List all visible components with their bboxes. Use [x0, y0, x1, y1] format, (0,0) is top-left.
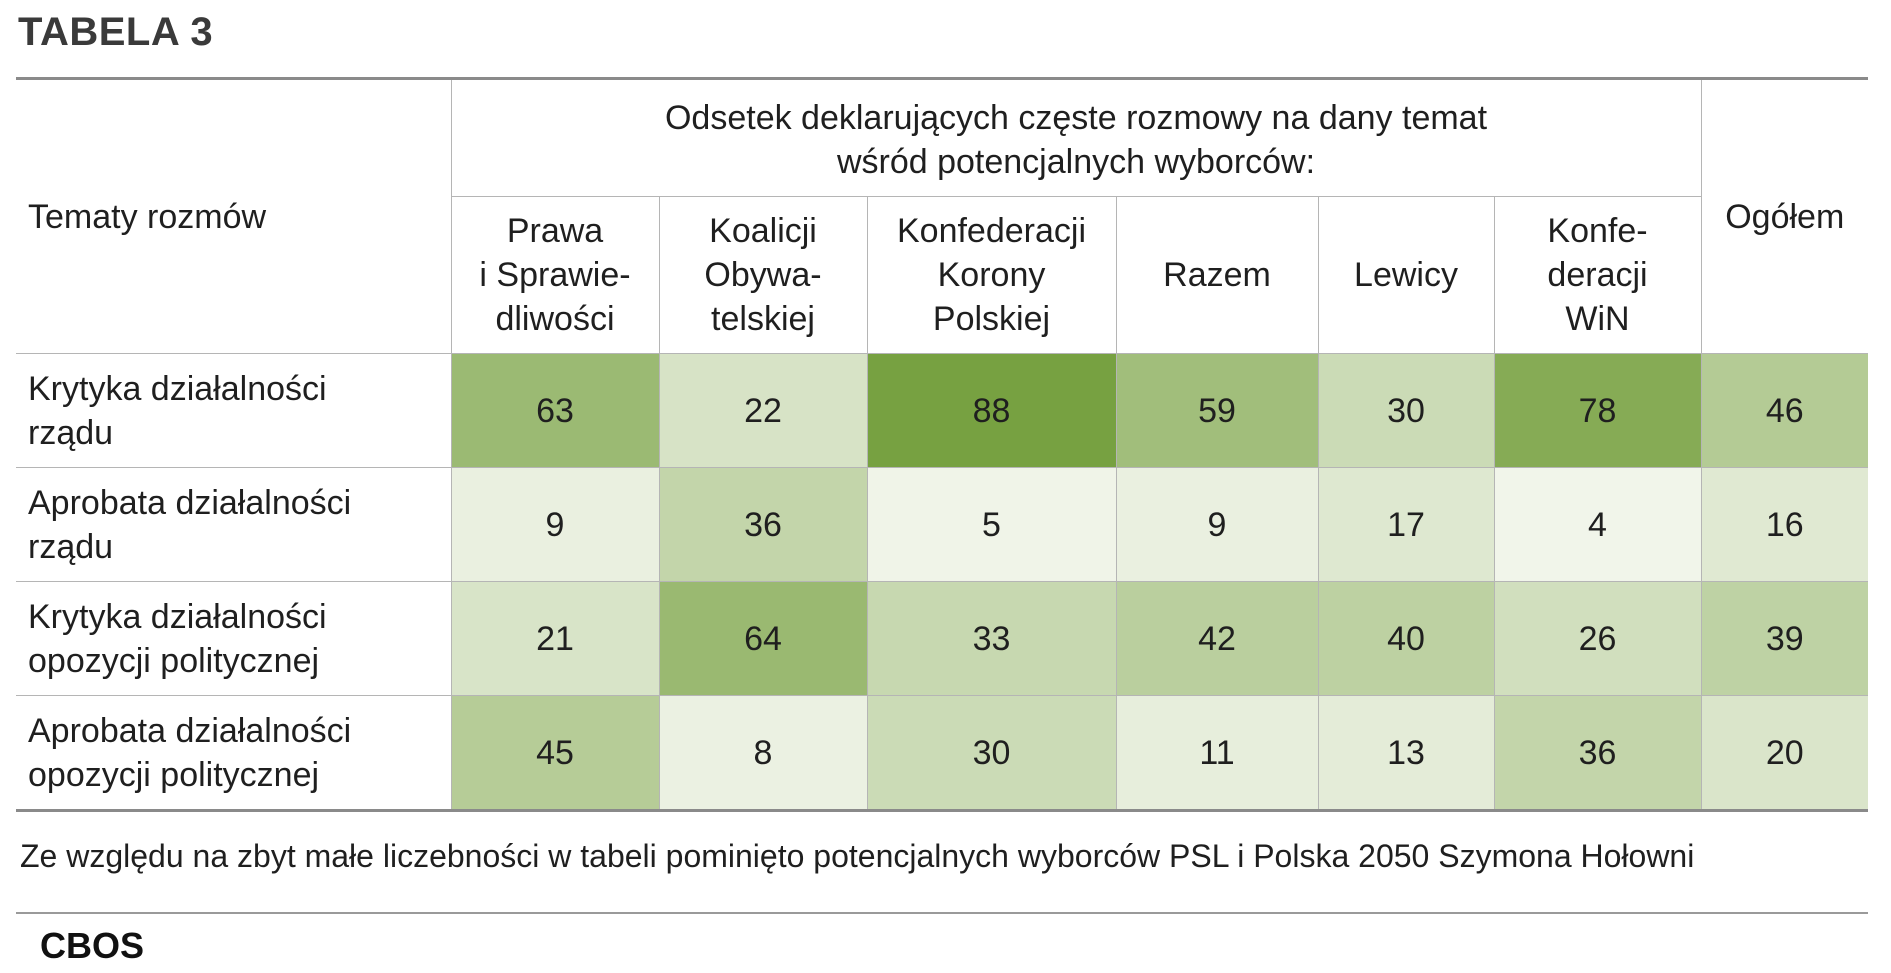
- party-header-line: Razem: [1163, 256, 1271, 294]
- value-cell: 26: [1494, 582, 1701, 696]
- table-row: [16, 696, 1868, 811]
- party-header-line: Polskiej: [932, 300, 1051, 338]
- party-header-line: deracji: [1547, 256, 1648, 294]
- value-cell: 42: [1116, 582, 1318, 696]
- party-header-line: telskiej: [711, 300, 815, 338]
- value-cell: 64: [659, 582, 867, 696]
- table-title: TABELA 3: [18, 10, 214, 54]
- table-row: [16, 468, 1868, 582]
- column-header-party: [1318, 197, 1494, 354]
- row-label-line: Aprobata działalności: [28, 711, 352, 750]
- value-cell: 30: [867, 696, 1116, 811]
- column-header-party: [1494, 197, 1701, 354]
- party-header-line: Konfederacji: [896, 212, 1086, 250]
- value-cell: 36: [659, 468, 867, 582]
- row-label-line: rządu: [28, 413, 114, 452]
- data-table-container: [16, 77, 1868, 812]
- row-label: [16, 468, 451, 582]
- value-cell: 22: [659, 354, 867, 468]
- value-cell: 33: [867, 582, 1116, 696]
- value-cell: 9: [1116, 468, 1318, 582]
- value-cell: 5: [867, 468, 1116, 582]
- column-header-party: [659, 197, 867, 354]
- party-header-line: Koalicji: [709, 212, 817, 250]
- row-label: [16, 696, 451, 811]
- table-row: [16, 582, 1868, 696]
- value-cell: 17: [1318, 468, 1494, 582]
- party-header-line: dliwości: [495, 300, 615, 338]
- source-label: CBOS: [40, 925, 145, 966]
- party-header-line: WiN: [1565, 300, 1630, 338]
- value-cell: 45: [451, 696, 659, 811]
- row-label-line: Krytyka działalności: [28, 369, 327, 408]
- party-header-line: i Sprawie-: [479, 256, 631, 294]
- table-row: [16, 354, 1868, 468]
- value-cell: 21: [451, 582, 659, 696]
- row-label: [16, 582, 451, 696]
- value-cell: 9: [451, 468, 659, 582]
- value-cell: 36: [1494, 696, 1701, 811]
- value-cell: 13: [1318, 696, 1494, 811]
- total-cell: 46: [1701, 354, 1868, 468]
- total-cell: 20: [1701, 696, 1868, 811]
- party-header-line: Lewicy: [1354, 256, 1458, 294]
- party-header-line: Prawa: [506, 212, 604, 250]
- row-label-line: Krytyka działalności: [28, 597, 327, 636]
- footnote: Ze względu na zbyt małe liczebności w tabeli pominięto potencjalnych wyborców PSL i Polska 2050 Szymona Hołowni: [20, 838, 1695, 874]
- value-cell: 8: [659, 696, 867, 811]
- value-cell: 4: [1494, 468, 1701, 582]
- data-table: [16, 77, 1868, 812]
- value-cell: 78: [1494, 354, 1701, 468]
- total-cell: 16: [1701, 468, 1868, 582]
- total-cell: 39: [1701, 582, 1868, 696]
- column-header-party: [867, 197, 1116, 354]
- divider: [16, 912, 1868, 914]
- column-header-group: [451, 79, 1701, 197]
- value-cell: 40: [1318, 582, 1494, 696]
- value-cell: 63: [451, 354, 659, 468]
- column-header-party: [1116, 197, 1318, 354]
- column-header-total: Ogółem: [1701, 79, 1868, 354]
- group-header-line: Odsetek deklarujących częste rozmowy na dany temat: [664, 99, 1488, 137]
- party-header-line: Korony: [937, 256, 1046, 294]
- party-header-line: Konfe-: [1547, 212, 1648, 250]
- row-label-line: rządu: [28, 527, 114, 566]
- row-label-line: opozycji politycznej: [28, 755, 320, 794]
- value-cell: 30: [1318, 354, 1494, 468]
- value-cell: 88: [867, 354, 1116, 468]
- row-label-line: opozycji politycznej: [28, 641, 320, 680]
- header-row-top: [16, 79, 1868, 197]
- column-header-topics: Tematy rozmów: [16, 79, 451, 354]
- value-cell: 11: [1116, 696, 1318, 811]
- group-header-line: wśród potencjalnych wyborców:: [836, 143, 1316, 181]
- row-label-line: Aprobata działalności: [28, 483, 352, 522]
- row-label: [16, 354, 451, 468]
- value-cell: 59: [1116, 354, 1318, 468]
- table-body: [16, 354, 1868, 811]
- party-header-line: Obywa-: [704, 256, 822, 294]
- column-header-party: [451, 197, 659, 354]
